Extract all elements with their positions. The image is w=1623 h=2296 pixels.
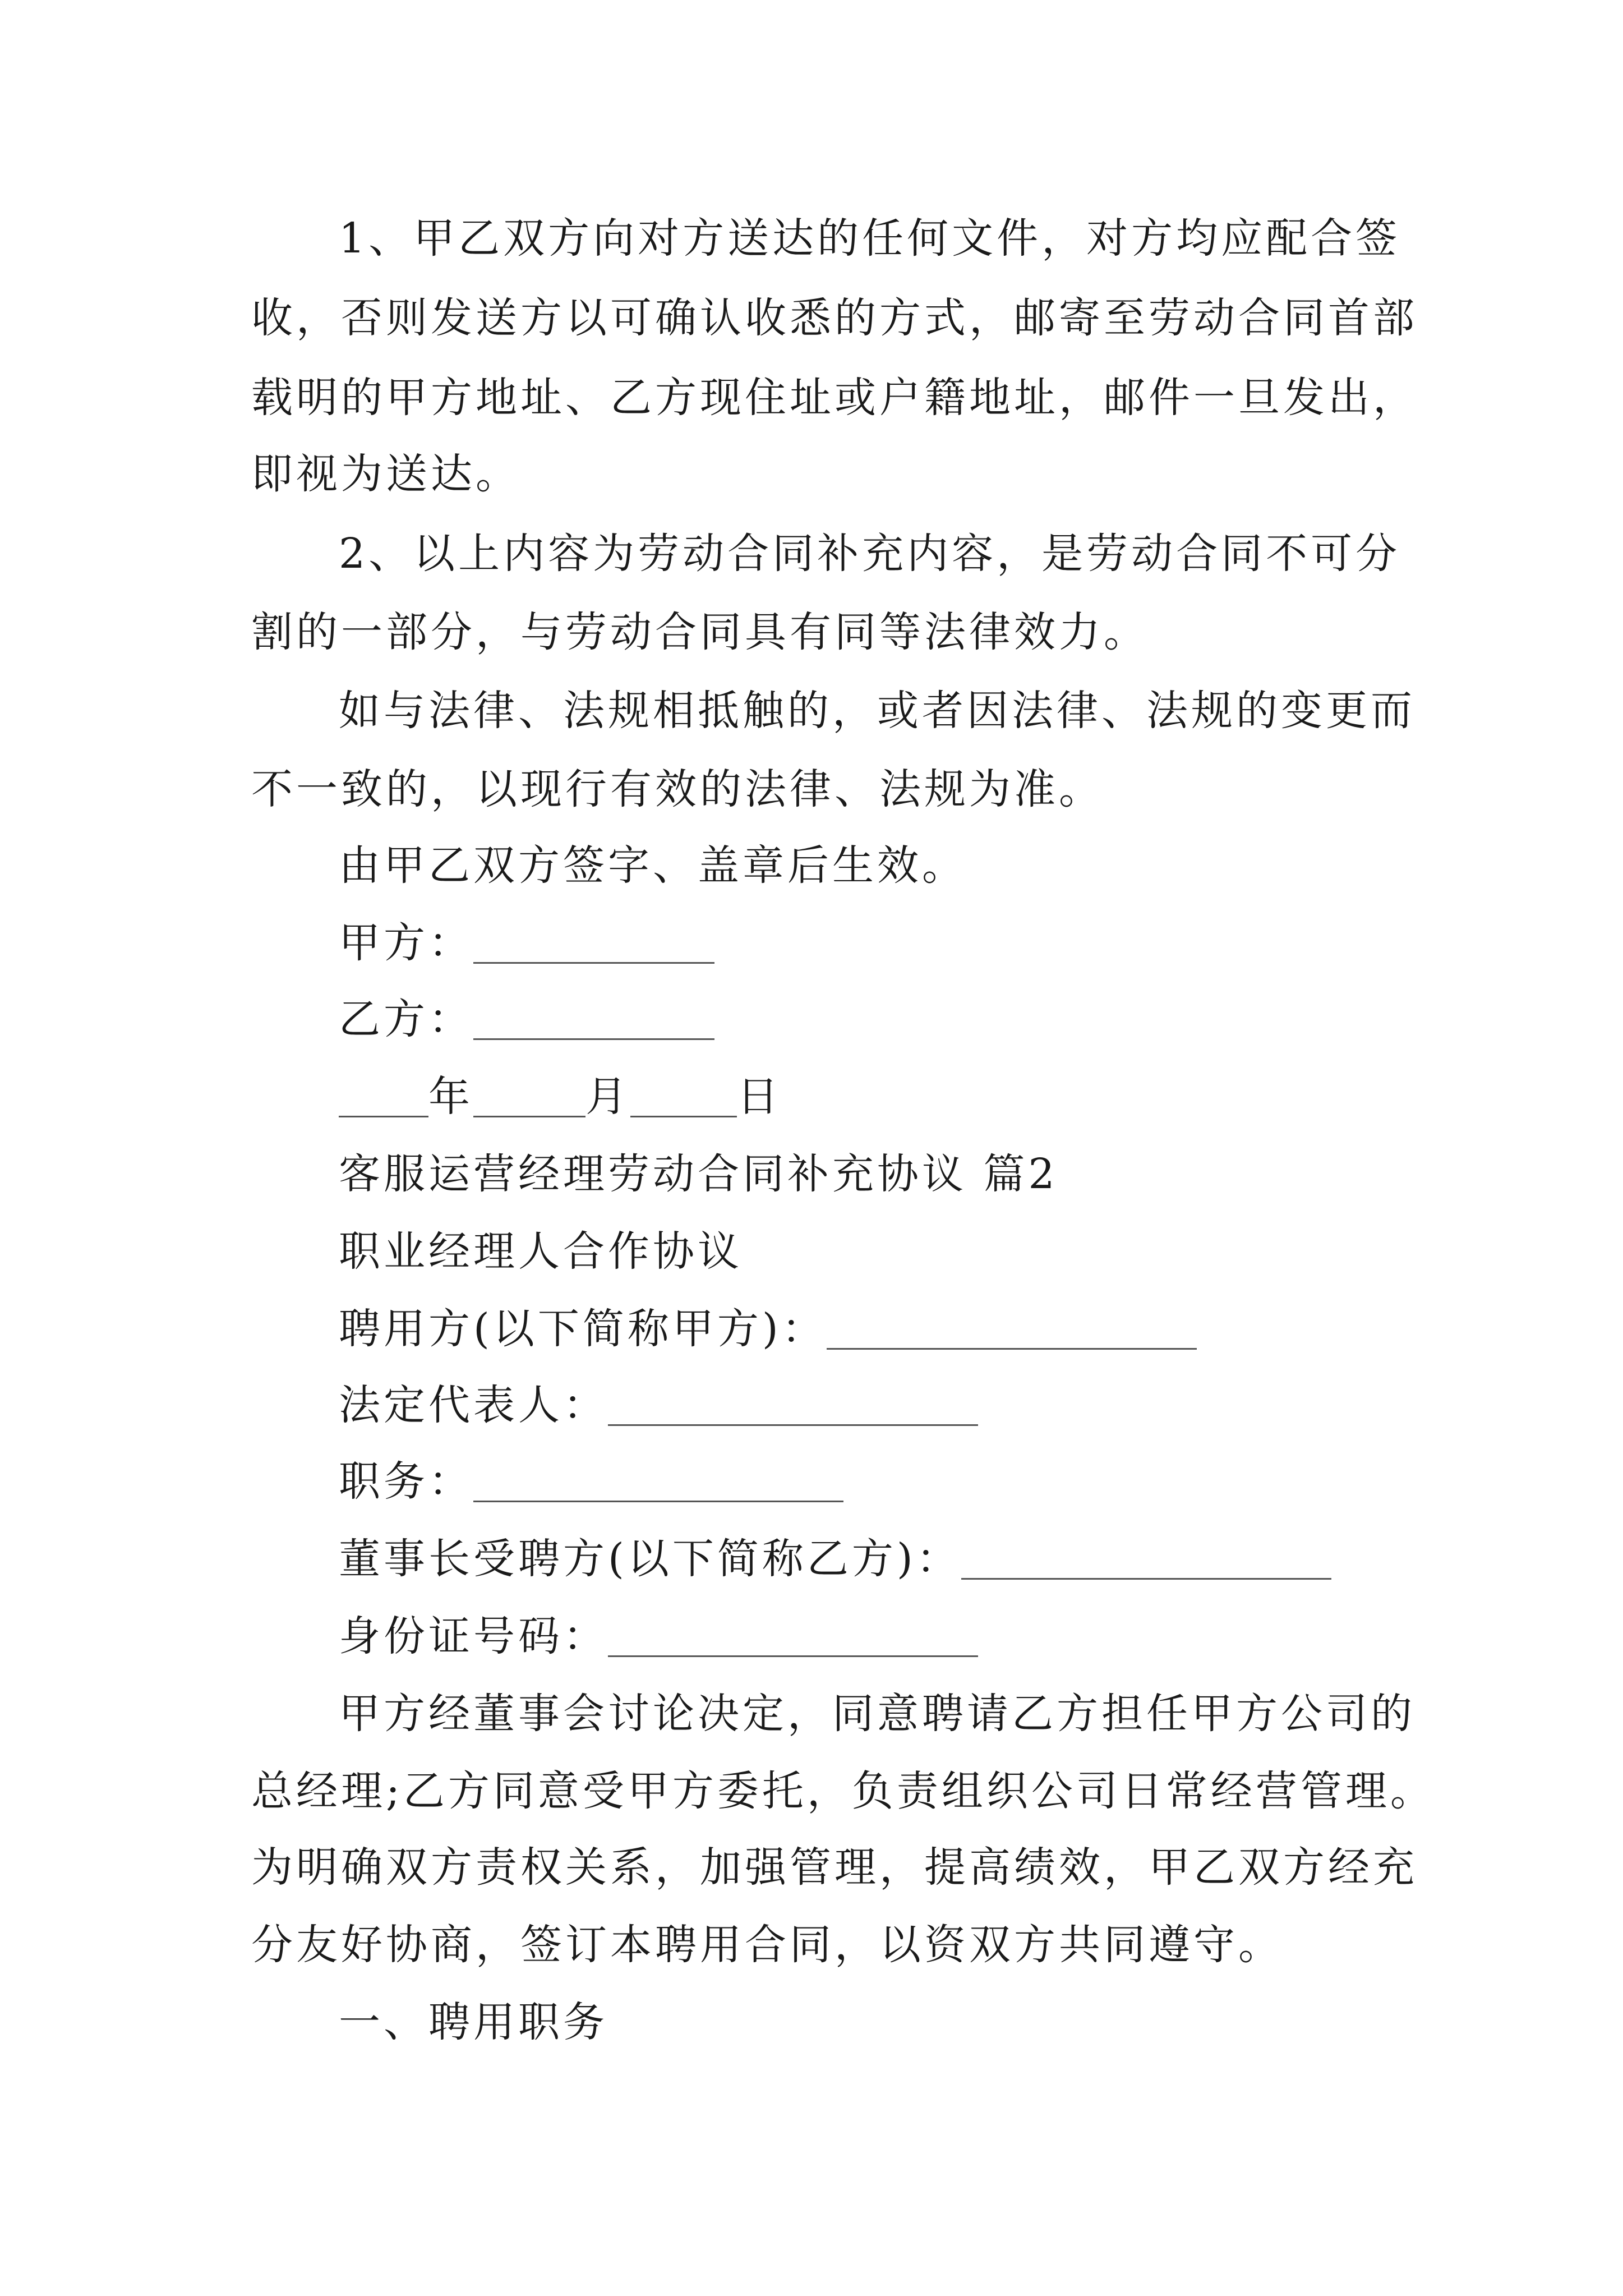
- paragraph-2-line-2: 割的一部分，与劳动合同具有同等法律效力。: [251, 608, 1149, 656]
- paragraph-5-line-2: 总经理;乙方同意受甲方委托，负责组织公司日常经营管理。: [251, 1767, 1435, 1815]
- month-blank: [473, 1078, 585, 1117]
- month-label: 月: [585, 1073, 630, 1121]
- position-field-row: [339, 1457, 843, 1506]
- employee-blank: [961, 1540, 1331, 1580]
- paragraph-5-line-3: 为明确双方责权关系，加强管理，提高绩效，甲乙双方经充: [251, 1843, 1418, 1892]
- id-field-row: [339, 1612, 978, 1660]
- legal-rep-blank: [608, 1387, 978, 1426]
- day-label: 日: [737, 1073, 782, 1121]
- employer-field-row: [339, 1305, 1197, 1353]
- party-b-signature-blank: [473, 1001, 714, 1040]
- employee-label: 董事长受聘方(以下简称乙方)：: [339, 1535, 961, 1583]
- party-a-label: 甲方：: [339, 919, 473, 967]
- position-blank: [473, 1463, 843, 1502]
- paragraph-3-line-2: 不一致的，以现行有效的法律、法规为准。: [251, 765, 1104, 813]
- year-label: 年: [428, 1073, 473, 1121]
- id-blank: [608, 1618, 978, 1657]
- party-a-signature-row: [339, 919, 714, 967]
- paragraph-1-line-1: 1、甲乙双方向对方送达的任何文件，对方均应配合签: [339, 214, 1401, 263]
- paragraph-1-line-2: 收，否则发送方以可确认收悉的方式，邮寄至劳动合同首部: [251, 294, 1418, 342]
- legal-rep-label: 法定代表人：: [339, 1381, 608, 1429]
- effective-clause: 由甲乙双方签字、盖章后生效。: [339, 841, 967, 890]
- party-b-label: 乙方：: [339, 995, 473, 1043]
- employee-field-row: [339, 1535, 1331, 1583]
- paragraph-1-line-4: 即视为送达。: [251, 450, 520, 498]
- day-blank: [630, 1078, 737, 1117]
- paragraph-5-line-1: 甲方经董事会讨论决定，同意聘请乙方担任甲方公司的: [339, 1690, 1415, 1738]
- employer-blank: [827, 1310, 1197, 1350]
- employer-label: 聘用方(以下简称甲方)：: [339, 1305, 827, 1353]
- paragraph-2-line-1: 2、以上内容为劳动合同补充内容，是劳动合同不可分: [339, 530, 1401, 578]
- party-b-signature-row: [339, 995, 714, 1043]
- legal-rep-field-row: [339, 1381, 978, 1429]
- section-2-title: 客服运营经理劳动合同补充协议 篇2: [339, 1150, 1058, 1198]
- paragraph-1-line-3: 载明的甲方地址、乙方现住址或户籍地址，邮件一旦发出，: [251, 374, 1418, 422]
- position-label: 职务：: [339, 1457, 473, 1506]
- paragraph-5-line-4: 分友好协商，签订本聘用合同，以资双方共同遵守。: [251, 1921, 1283, 1969]
- party-a-signature-blank: [473, 924, 714, 964]
- section-heading-1: 一、聘用职务: [339, 1998, 608, 2046]
- id-label: 身份证号码：: [339, 1612, 608, 1660]
- section-2-subtitle: 职业经理人合作协议: [339, 1227, 743, 1276]
- year-blank: [339, 1078, 428, 1117]
- paragraph-3-line-1: 如与法律、法规相抵触的，或者因法律、法规的变更而: [339, 687, 1415, 735]
- signature-date-row: [339, 1073, 782, 1121]
